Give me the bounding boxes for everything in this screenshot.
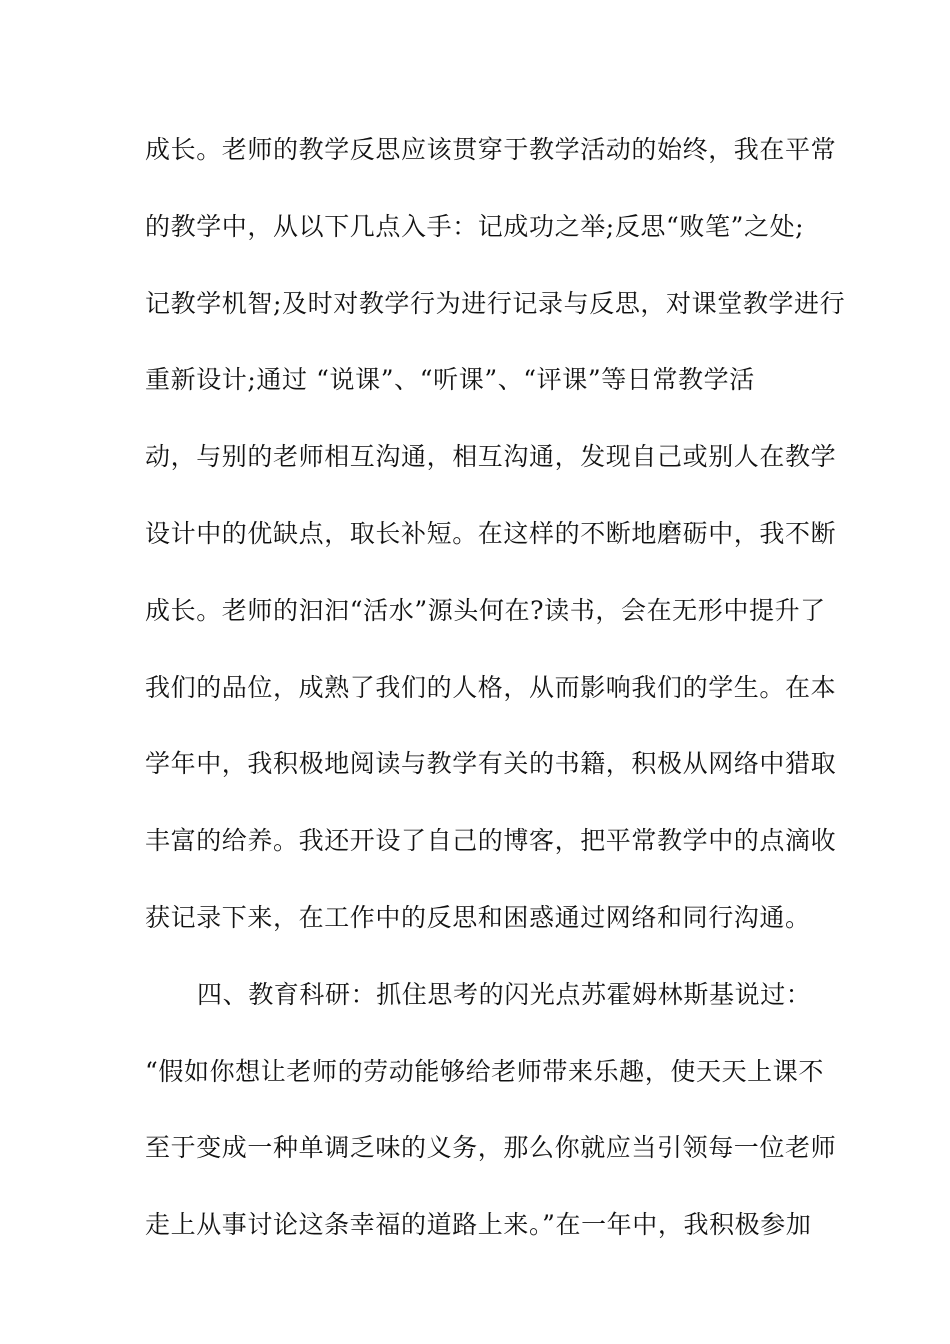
text-line-8: 我们的品位，成熟了我们的人格，从而影响我们的学生。在本 [145, 672, 837, 702]
text-line-3: 记教学机智;及时对教学行为进行记录与反思，对课堂教学进行 [145, 288, 846, 318]
text-line-6: 设计中的优缺点，取长补短。在这样的不断地磨砺中，我不断 [145, 518, 837, 548]
text-line-15: 走上从事讨论这条幸福的道路上来。”在一年中，我积极参加 [145, 1210, 812, 1240]
body-text [145, 128, 846, 1280]
text-line-10: 丰富的给养。我还开设了自己的博客，把平常教学中的点滴收 [145, 826, 837, 856]
text-line-4: 重新设计;通过 “说课”、“听课”、“评课”等日常教学活 [145, 365, 755, 395]
text-line-5: 动，与别的老师相互沟通，相互沟通，发现自己或别人在教学 [145, 442, 837, 472]
text-line-7: 成长。老师的汩汩“活水”源头何在?读书，会在无形中提升了 [145, 595, 826, 625]
text-line-11: 获记录下来，在工作中的反思和困惑通过网络和同行沟通。 [145, 902, 811, 932]
section-heading-line: 四、教育科研：抓住思考的闪光点苏霍姆林斯基说过： [197, 979, 812, 1009]
text-line-1: 成长。老师的教学反思应该贯穿于教学活动的始终，我在平常 [145, 135, 837, 164]
text-line-13: “假如你想让老师的劳动能够给老师带来乐趣，使天天上课不 [145, 1056, 824, 1086]
text-line-2: 的教学中，从以下几点入手：记成功之举;反思“败笔”之处; [145, 211, 805, 241]
text-line-9: 学年中，我积极地阅读与教学有关的书籍，积极从网络中猎取 [145, 749, 837, 779]
text-line-14: 至于变成一种单调乏味的义务，那么你就应当引领每一位老师 [145, 1133, 837, 1163]
